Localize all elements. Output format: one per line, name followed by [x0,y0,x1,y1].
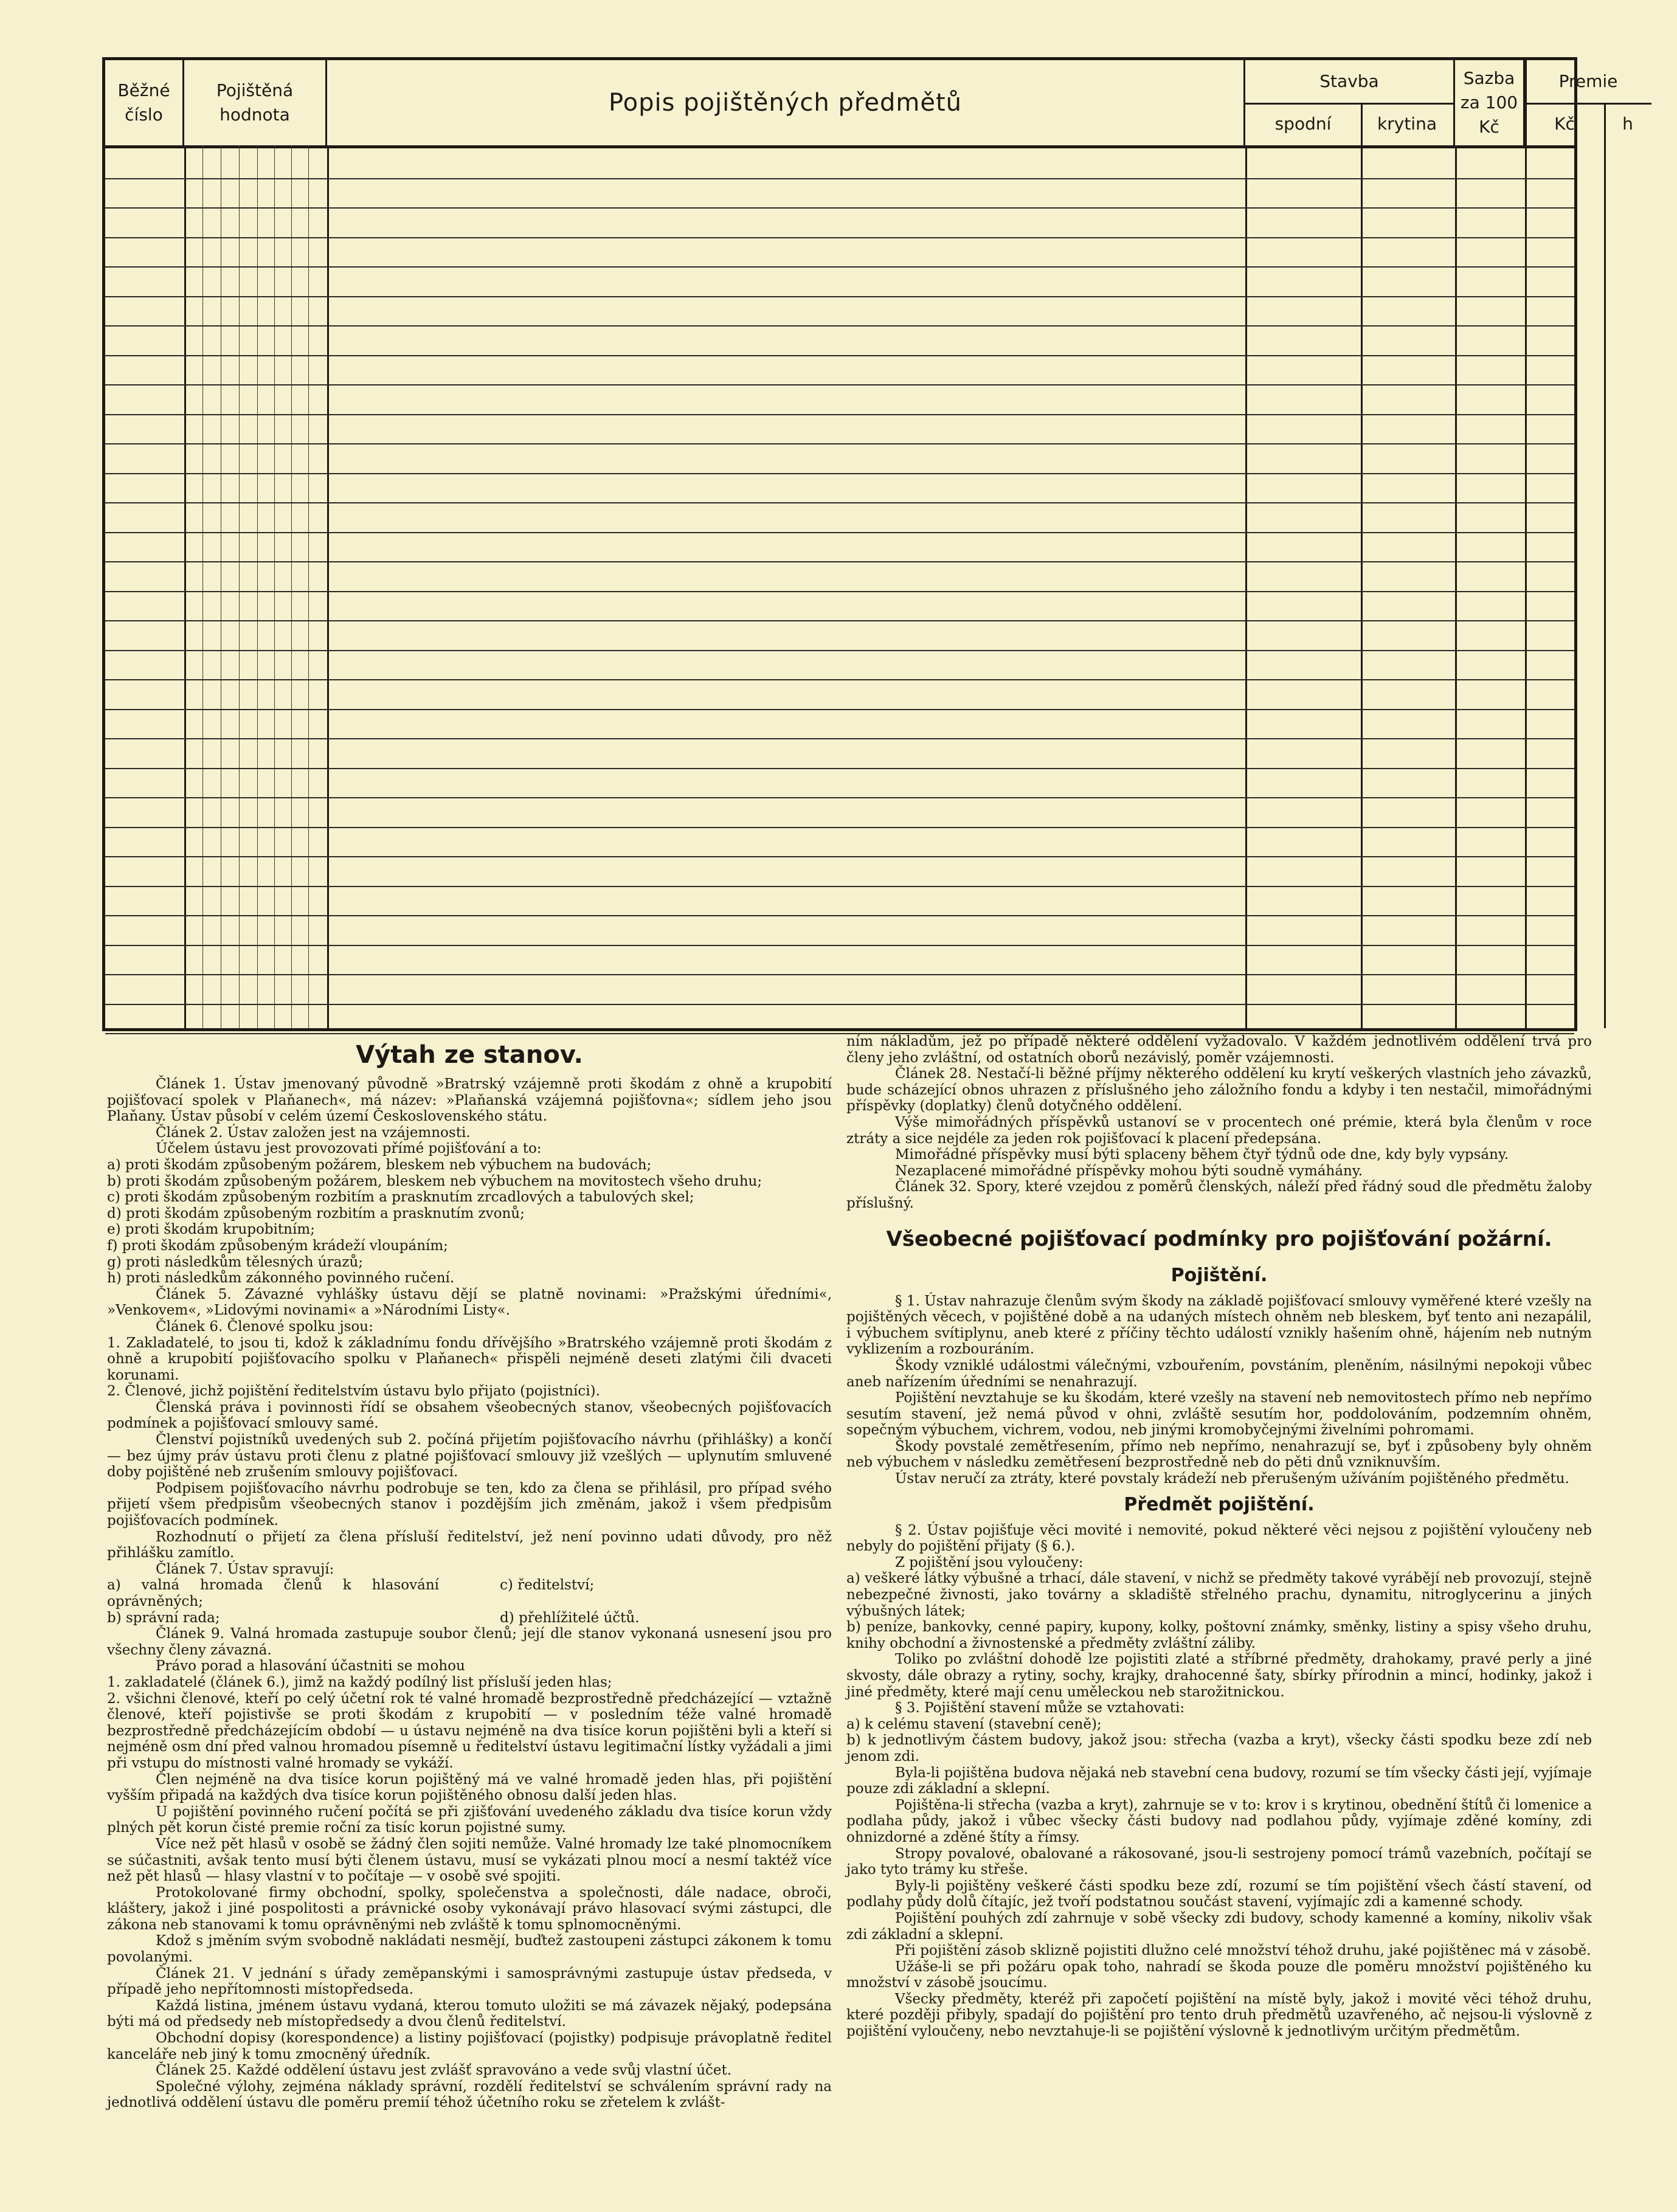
digit-rule [308,145,309,1028]
column-rule [1604,145,1606,1028]
paragraph: § 3. Pojištění stavení může se vztahovati: [895,1700,1185,1716]
column-rule [184,145,186,1028]
paragraph: Členství pojistníků uvedených sub 2. počíná přijetím pojišťovacího návrhu (přihlášky) a končí — bez újmy práv ústavu proti členu z platné pojišťovací smlouvy již vzešlých — uplynutím smluvené doby pojištěné neb zrušením smlouvy pojišťovací. [107,1432,832,1481]
paragraph: Článek 6. Členové spolku jsou: [156,1318,373,1335]
paragraph: Pojištěna-li střecha (vazba a kryt), zahrnuje se v to: krov i s krytinou, obednění štítů či lomenice a podlaha půdy, jakož i vůbec všecky části budovy nad podlahou půdy, vyjímaje zděné komíny, zdi ohnizdorné a zděné štíty a římsy. [846,1797,1592,1845]
paragraph: Článek 25. Každé oddělení ústavu jest zvlášť spravováno a vede svůj vlastní účet. [156,2062,732,2079]
paragraph: Kdož s jměním svým svobodně nakládati nesmějí, buďtež zastoupeni zástupci zákonem k tomu povolanými. [107,1933,832,1966]
paragraph: Obchodní dopisy (korespondence) a listiny pojišťovací (pojistky) podpisuje právoplatně ředitel kanceláře neb jiný k tomu zmocněný úředník. [107,2030,832,2062]
header-bezne-cislo-label: Běžné číslo [117,80,170,125]
paragraph: a) veškeré látky výbušné a trhací, dále stavení, v nichž se předměty takové vyrábějí neb provozují, stejně nebezpečné živnosti, jako továrny a skladiště střelného prachu, dynamitu, nitroglycerinu a jiných výbušných látek; [846,1571,1592,1619]
paragraph: U pojištění povinného ručení počítá se při zjišťování uvedeného základu dva tisíce korun vždy plných pět korun čisté premie roční za tisíc korun pojistné sumy. [107,1803,832,1836]
paragraph: Právo porad a hlasování účastniti se mohou [156,1658,465,1675]
header-popis [327,60,1245,145]
header-popis-label: Popis pojištěných předmětů [608,89,963,117]
conditions-paragraphs-1 [846,1293,1592,1487]
statutes-title: Výtah ze stanov. [356,1041,583,1069]
row-rule [105,738,1574,739]
paragraph: 2. Členové, jichž pojištění ředitelstvím ústavu bylo přijato (pojistníci). [107,1383,600,1400]
row-rule [105,443,1574,444]
row-rule [105,414,1574,415]
row-rule [105,384,1574,385]
column-rule [1455,145,1457,1028]
section-pojisteni: Pojištění. [1170,1264,1268,1286]
paragraph: Více než pět hlasů v osobě se žádný člen sojiti nemůže. Valné hromady lze také plnomocníkem se súčastniti, avšak tento musí býti členem ústavu, musí se vykázati plnou mocí a nesmí taktéž více než pět hlasů — hlasy vlastní v to počítaje — v osobě své spojiti. [107,1836,832,1885]
row-rule [105,945,1574,946]
paragraph: f) proti škodám způsobeným krádeží vloupáním; [107,1237,448,1254]
paragraph: Z pojištění jsou vyloučeny: [895,1554,1084,1571]
paragraph: b) k jednotlivým částem budovy, jakož jsou: střecha (vazba a kryt), všecky části spodku beze zdí neb jenom zdi. [846,1732,1592,1764]
paragraph: Při pojištění zásob sklizně pojistiti dlužno celé množství téhož druhu, jaké pojištěnec má v zásobě. [895,1943,1591,1959]
governing-body-item: c) ředitelství; [500,1577,595,1594]
paragraph: ním nákladům, jež po případě některé oddělení vyžadovalo. V každém jednotlivém oddělení trvá pro členy jeho zvláštní, od ostatních oborů nezávislý, poměr vzájemnosti. [846,1034,1592,1066]
paragraph: Článek 9. Valná hromada zastupuje soubor členů; její dle stanov vykonaná usnesení jsou pro všechny členy závazná. [107,1626,832,1658]
paragraph: h) proti následkům zákonného povinného ručení. [107,1270,455,1287]
header-premie-h: h [1622,114,1633,134]
paragraph: Účelem ústavu jest provozovati přímé pojišťování a to: [156,1141,542,1157]
row-rule [105,620,1574,621]
paragraph: Pojištění nevztahuje se ku škodám, které vzešly na stavení neb nemovitostech přímo neb nepřímo sesutím stavení, jež nemá původ v ohni, zvláště sesutím hor, poddolováním, podzemním ohněm, sopečným výbuchem, vichrem, vodou, neb jinými kromobyčejnými živelními pohromami. [846,1390,1592,1439]
paragraph: Společné výlohy, zejména náklady správní, rozdělí ředitelství se schválením správní rady na jednotlivá oddělení ústavu dle poměru premií téhož účetního roku se zřetelem k zvlášt- [107,2078,832,2111]
header-stavba-label: Stavba [1245,60,1453,105]
paragraph: Toliko po zvláštní dohodě lze pojistiti zlaté a stříbrné předměty, drahokamy, pravé perly a jiné skvosty, dále obrazy a rytiny, sochy, krajky, drahocenné šaty, sbírky přírodnin a mincí, hodinky, jakož i jiné předměty, které mají cenu uměleckou neb starožitnickou. [846,1651,1592,1700]
paragraph: Protokolované firmy obchodní, spolky, společenstva a společnosti, dále nadace, obroči, kláštery, jakož i jiné pospolitosti a právnické osoby vykonávají právo hlasovací svými zástupci, dle zákona neb stanovami k tomu oprávněnými neb zvláště k tomu splnomocněnými. [107,1884,832,1933]
section-predmet-pojisteni: Předmět pojištění. [1124,1493,1315,1515]
governing-body-item: d) přehlížitelé účtů. [500,1609,640,1626]
paragraph: Článek 5. Závazné vyhlášky ústavu dějí se platně novinami: »Pražskými úředními«, »Venkovem«, »Lidovými novinami« a »Národními Listy«. [107,1286,832,1319]
row-rule [105,856,1574,857]
digit-rule [202,145,203,1028]
conditions-paragraphs-2 [846,1522,1592,2040]
paragraph: Článek 1. Ústav jmenovaný původně »Bratrský vzájemně proti škodám z ohně a krupobití pojišťovací spolek v Plaňanech«, má název: »Plaňanská vzájemná pojišťovna«; sídlem jeho jsou Plaňany. Ústav působí v celém území Československého státu. [107,1076,832,1125]
row-rule [105,473,1574,474]
row-rule [105,1004,1574,1005]
table-header-row [105,60,1633,148]
paragraph: Výše mimořádných příspěvků ustanoví se v procentech oné prémie, která byla členům v roce ztráty a sice nejdéle za jeden rok pojišťovací k placení předepsána. [846,1114,1592,1147]
paragraph: 1. Zakladatelé, to jsou ti, kdož k základnímu fondu dřívějšího »Bratrského vzájemně proti škodám z ohně a krupobití pojišťovacího spolku v Plaňanech« přispěli nejméně deseti zlatými čili dvaceti korunami. [107,1335,832,1383]
governing-body-item: b) správní rada; [107,1609,220,1626]
paragraph: g) proti následkům tělesných úrazů; [107,1254,364,1270]
statutes-excerpt-column [107,1034,832,2111]
paragraph: Nezaplacené mimořádné příspěvky mohou býti soudně vymáhány. [895,1163,1363,1179]
row-rule [105,886,1574,887]
paragraph: Užáše-li se při požáru opak toho, nahradí se škoda pouze dle poměru množství pojištěného ku množství v zásobě jsoucímu. [846,1958,1592,1991]
row-rule [105,237,1574,238]
column-rule [327,145,329,1028]
row-rule [105,650,1574,651]
paragraph: c) proti škodám způsobeným rozbitím a prasknutím zrcadlových a tabulových skel; [107,1189,694,1206]
conditions-title: Všeobecné pojišťovací podmínky pro pojišťování požární. [886,1226,1552,1251]
row-rule [105,325,1574,327]
header-stavba [1245,60,1455,145]
row-rule [105,207,1574,209]
paragraph: b) proti škodám způsobeným požárem, bleskem neb výbuchem na movitostech všeho druhu; [107,1173,762,1189]
paragraph: b) peníze, bankovky, cenné papiry, kupony, kolky, poštovní známky, směnky, listiny a spisy všeho druhu, knihy obchodní a živnostenské a předměty zvláštní záliby. [846,1619,1592,1651]
column-rule [1361,145,1363,1028]
row-rule [105,561,1574,562]
header-bezne-cislo [105,60,184,145]
paragraph: Stropy povalové, obalované a rákosované, jsou-li sestrojeny pomocí trámů vazebních, počítají se jako tyto trámy ku střeše. [846,1845,1592,1878]
governing-body-item: a) valná hromada členů k hlasování oprávněných; [107,1577,439,1609]
digit-rule [291,145,292,1028]
paragraph: Článek 7. Ústav spravují: [156,1561,334,1577]
statutes-governing-bodies [107,1577,832,1626]
paragraph: Členská práva i povinnosti řídí se obsahem všeobecných stanov, všeobecných pojišťovacích podmínek a pojišťovací smlouvy samé. [107,1399,832,1432]
paragraph: Podpisem pojišťovacího návrhu podrobuje se ten, kdo za člena se přihlásil, pro případ svého přijetí všem předpisům všeobecných stanov i pozdějším jich změnám, jakož i všem předpisům pojišťovacích podmínek. [107,1480,832,1529]
paragraph: Článek 32. Spory, které vzejdou z poměrů členských, náleží před řádný soud dle předmětu žaloby příslušný. [846,1179,1592,1211]
paragraph: d) proti škodám způsobeným rozbitím a prasknutím zvonů; [107,1205,525,1222]
paragraph: Mimořádné příspěvky musí býti splaceny během čtyř týdnů ode dne, kdy byly vypsány. [895,1147,1509,1163]
row-rule [105,974,1574,975]
paragraph: Článek 21. V jednání s úřady zeměpanskými i samosprávnými zastupuje ústav předseda, v případě jeho nepřítomnosti místopředseda. [107,1965,832,1998]
paragraph: § 1. Ústav nahrazuje členům svým škody na základě pojišťovací smlouvy vyměřené které vzešly na pojištěných věcech, v pojištěné době a na udaných místech ohněm neb bleskem, byť tento ani nezapálil, i výbuchem svítiplynu, aneb které z příčiny těchto událostí vznikly hašením ohně, hájením neb nutným vyklizením a rozbouráním. [846,1293,1592,1358]
row-rule [105,915,1574,916]
column-rule [1525,145,1527,1028]
paragraph: Škody povstalé zemětřesením, přímo neb nepřímo, nenahrazují se, byť i způsobeny byly ohněm neb výbuchem v následku zemětřesení bezprostředně neb do pěti dnů vzniknuvším. [846,1438,1592,1471]
statutes-continuation [846,1034,1592,1212]
statutes-paragraphs-2 [107,1626,832,2111]
paragraph: a) proti škodám způsobeným požárem, bleskem neb výbuchem na budovách; [107,1156,652,1173]
paragraph: Článek 2. Ústav založen jest na vzájemnosti. [156,1124,471,1141]
paragraph: e) proti škodám krupobitním; [107,1222,315,1238]
header-stavba-spodni: spodní [1245,103,1363,145]
paragraph: Byly-li pojištěny veškeré části spodku beze zdí, rozumí se tím pojištění všech částí stavení, od podlahy půdy dolů čítajíc, jež tvoří podstatnou součást stavení, vyjímajíc zdi a kamenné schody. [846,1878,1592,1910]
paragraph: Člen nejméně na dva tisíce korun pojištěný má ve valné hromadě jeden hlas, při pojištění vyšším připadá na každých dva tisíce korun pojištěného obnosu další jeden hlas. [107,1771,832,1804]
row-rule [105,709,1574,710]
paragraph: Rozhodnutí o přijetí za člena přísluší ředitelství, jež není povinno udati důvody, pro něž přihlášku zamítlo. [107,1529,832,1561]
paragraph: Každá listina, jménem ústavu vydaná, kterou tomuto uložiti se má závazek nějaký, podepsána býti má od předsedy neb místopředsedy a dvou členů ředitelství. [107,1997,832,2030]
paragraph: Článek 28. Nestačí-li běžné příjmy některého oddělení ku krytí veškerých vlastních jeho závazků, bude scházející obnos uhrazen z příslušného jeho záložního fondu a kdyby i ten nestačil, mimořádnými příspěvky (doplatky) členů dotyčného oddělení. [846,1066,1592,1115]
governing-bodies-row [107,1610,832,1626]
header-pojistena-hodnota-label: Pojištěná hodnota [216,80,294,125]
digit-rule [257,145,258,1028]
row-rule [105,679,1574,680]
row-rule [105,266,1574,268]
header-stavba-krytina: krytina [1377,114,1437,134]
row-rule [105,502,1574,503]
governing-bodies-row [107,1577,832,1609]
row-rule [105,591,1574,592]
paragraph: 1. zakladatelé (článek 6.), jimž na každý podílný list přísluší jeden hlas; [107,1674,612,1690]
paragraph: Všecky předměty, kteréž při započetí pojištění na místě byly, jakož i movité věci téhož druhu, které později přibyly, spadají do pojištění pro tento druh předmětů uzavřeného, ač nejsou-li výslovně z pojištění vyloučeny, nebo nevztahuje-li se pojištění výslovně k jednotlivým určitým předmětům. [846,1991,1592,2040]
row-rule [105,178,1574,179]
header-sazba [1455,60,1525,145]
insurance-ledger-table [102,57,1633,1031]
header-premie [1525,60,1651,145]
row-rule [105,827,1574,828]
digit-rule [274,145,275,1028]
conditions-column [846,1034,1592,2040]
row-rule [105,797,1574,798]
paragraph: Byla-li pojištěna budova nějaká neb stavební cena budovy, rozumí se tím všecky části její, vyjímaje pouze zdi základní a sklepní. [846,1764,1592,1797]
header-premie-kc: Kč [1525,103,1606,145]
paragraph: Škody vzniklé událostmi válečnými, vzbouřením, povstáním, pleněním, násilnými nepokoji vůbec aneb nařízením úředními se nenahrazují. [846,1357,1592,1390]
column-rule [1245,145,1247,1028]
paragraph: Ústav neručí za ztráty, které povstaly krádeží neb přerušeným užíváním pojištěného předmětu. [895,1471,1569,1487]
paragraph: a) k celému stavení (stavební ceně); [846,1716,1102,1732]
row-rule [105,296,1574,297]
digit-rule [239,145,240,1028]
row-rule [105,532,1574,533]
row-rule [105,355,1574,356]
paragraph: Pojištění pouhých zdí zahrnuje v sobě všecky zdi budovy, schody kamenné a komíny, nikoliv však zdi základní a sklepní. [846,1910,1592,1943]
paragraph: 2. všichni členové, kteří po celý účetní rok té valné hromadě bezprostředně předcházející — vztažně členové, kteří pojistivše se proti škodám z krupobití — v posledním téže valné hromadě bezprostředně předcházejícím období — u ústavu nejméně na dva tisíce korun pojištěni byli a kteří si nejméně osm dní před valnou hromadou písemně u ředitelství ústavu legitimační lístky vyžádali a jimi při vstupu do místnosti valné hromady se vykáží. [107,1690,832,1771]
statutes-paragraphs-1 [107,1076,832,1577]
header-pojistena-hodnota [184,60,327,145]
row-rule [105,768,1574,769]
paragraph: § 2. Ústav pojišťuje věci movité i nemovité, pokud některé věci nejsou z pojištění vyloučeny neb nebyly do pojištění přijaty (§ 6.). [846,1522,1592,1555]
header-sazba-label: Sazba za 100 Kč [1460,68,1518,137]
header-premie-label: Premie [1525,60,1651,105]
